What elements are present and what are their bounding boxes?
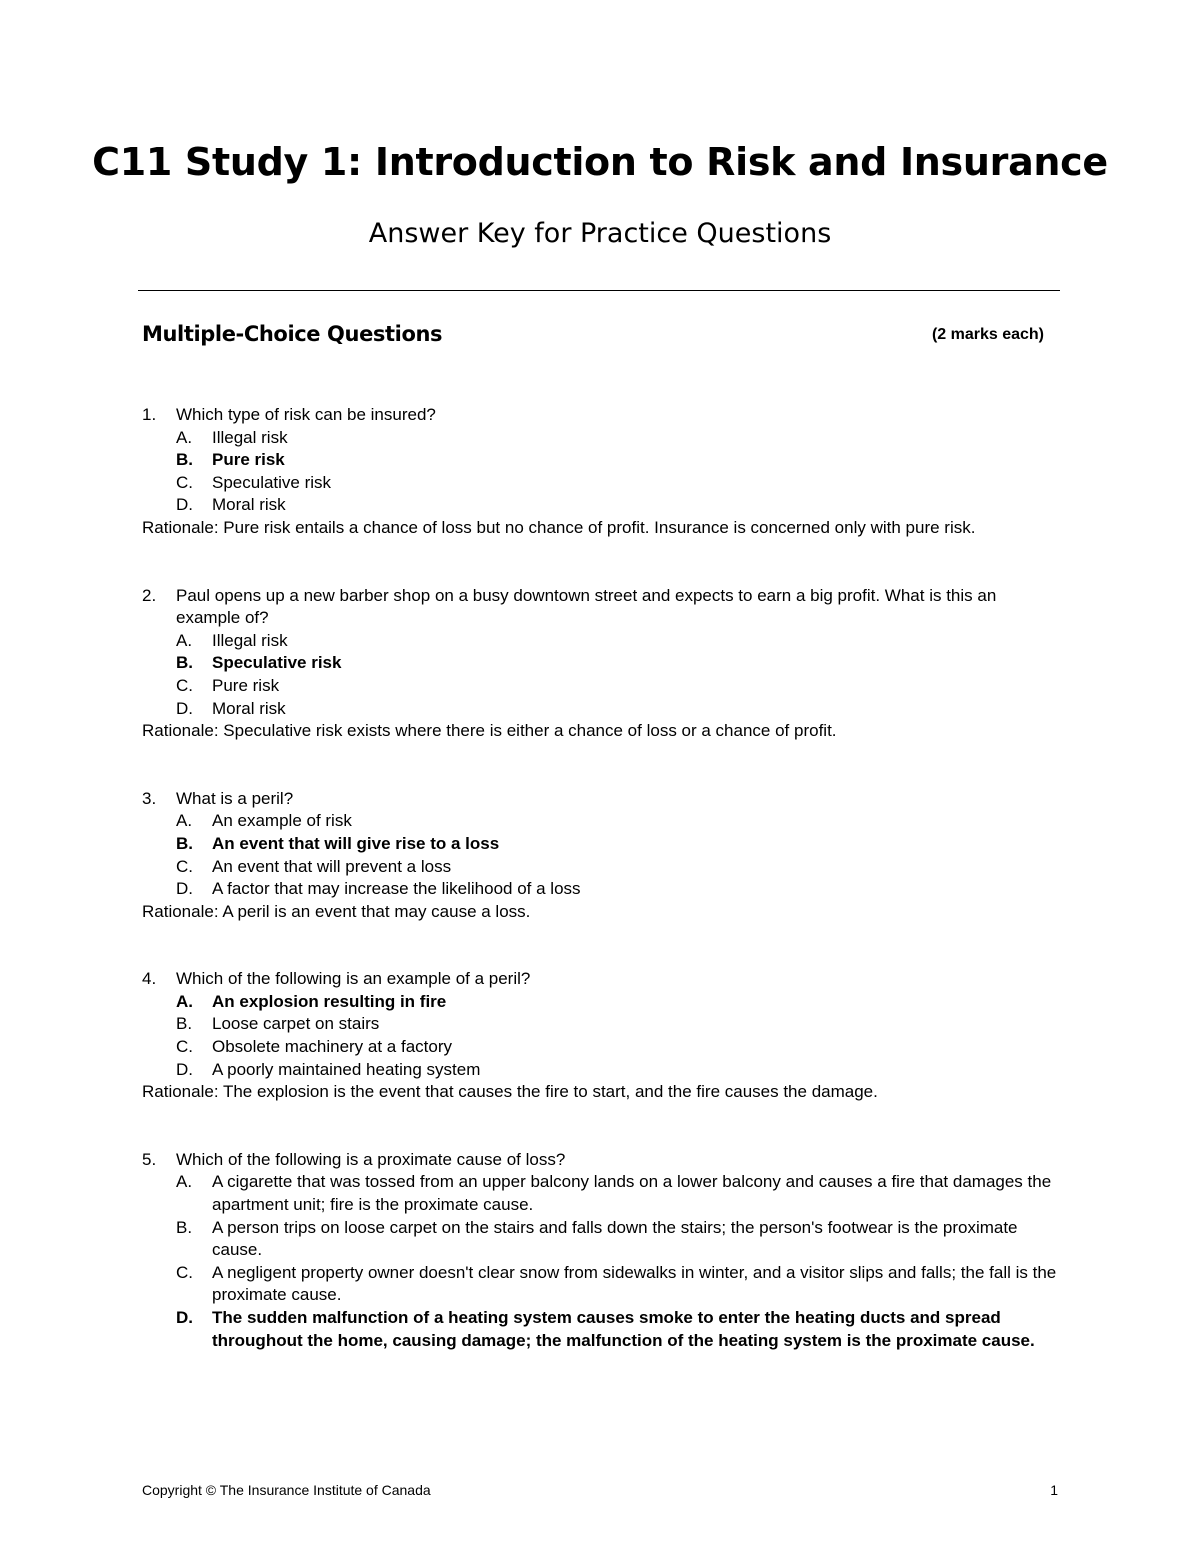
- option-a: [142, 427, 1062, 450]
- option-letter: C.: [176, 1037, 193, 1057]
- option-text: A negligent property owner doesn't clear snow from sidewalks in winter, and a visitor slips and falls; the fall is the proximate cause.: [212, 1262, 1057, 1305]
- option-letter: A.: [176, 991, 193, 1011]
- question-stem: [142, 1149, 1062, 1172]
- option-text: Speculative risk: [212, 472, 332, 492]
- option-text: Pure risk: [212, 450, 285, 470]
- question-4: [142, 968, 1062, 1104]
- question-3: [142, 788, 1062, 924]
- option-list: [142, 427, 1062, 517]
- option-text: An explosion resulting in fire: [212, 991, 447, 1011]
- title-divider: [138, 290, 1060, 291]
- question-stem: [142, 788, 1062, 811]
- question-list: [142, 404, 1062, 1352]
- section-header: [142, 322, 1044, 352]
- document-title: C11 Study 1: Introduction to Risk and Insurance: [92, 140, 1108, 184]
- option-c: [142, 1036, 1062, 1059]
- option-letter: D.: [176, 495, 193, 515]
- option-b: [142, 1217, 1062, 1262]
- option-letter: D.: [176, 698, 193, 718]
- option-text: A factor that may increase the likelihood of a loss: [212, 879, 581, 899]
- option-text: Illegal risk: [212, 427, 288, 447]
- question-spacer: [142, 923, 1062, 968]
- page-number: 1: [1050, 1482, 1058, 1498]
- question-stem: [142, 585, 1062, 630]
- option-text: An event that will prevent a loss: [212, 856, 452, 876]
- question-number: 5.: [142, 1149, 157, 1169]
- option-text: Loose carpet on stairs: [212, 1014, 380, 1034]
- option-letter: D.: [176, 879, 193, 899]
- option-list: [142, 630, 1062, 720]
- option-d: [142, 878, 1062, 901]
- question-stem: [142, 968, 1062, 991]
- rationale: Rationale: A peril is an event that may cause a loss.: [142, 901, 531, 921]
- option-letter: A.: [176, 1172, 193, 1192]
- option-b-correct: [142, 449, 1062, 472]
- option-d-correct: [142, 1307, 1062, 1352]
- rationale: Rationale: The explosion is the event that causes the fire to start, and the fire causes the damage.: [142, 1082, 878, 1102]
- question-text: What is a peril?: [176, 788, 294, 808]
- option-d: [142, 1059, 1062, 1082]
- option-letter: B.: [176, 1014, 193, 1034]
- rationale: Rationale: Pure risk entails a chance of loss but no chance of profit. Insurance is concerned only with pure risk.: [142, 517, 976, 537]
- question-1: [142, 404, 1062, 540]
- option-letter: B.: [176, 833, 193, 853]
- question-spacer: [142, 540, 1062, 585]
- option-letter: C.: [176, 1262, 193, 1282]
- option-letter: C.: [176, 856, 193, 876]
- option-c: [142, 856, 1062, 879]
- option-b-correct: [142, 652, 1062, 675]
- option-text: Pure risk: [212, 675, 280, 695]
- rationale: Rationale: Speculative risk exists where there is either a chance of loss or a chance of profit.: [142, 721, 837, 741]
- option-list: [142, 810, 1062, 900]
- option-letter: B.: [176, 1217, 193, 1237]
- question-5: [142, 1149, 1062, 1352]
- question-spacer: [142, 1104, 1062, 1149]
- option-text: An event that will give rise to a loss: [212, 833, 500, 853]
- question-text: Paul opens up a new barber shop on a busy downtown street and expects to earn a big profit. What is this an example of?: [176, 585, 997, 628]
- option-list: [142, 1171, 1062, 1352]
- option-text: Illegal risk: [212, 630, 288, 650]
- option-c: [142, 675, 1062, 698]
- question-text: Which of the following is a proximate cause of loss?: [176, 1149, 566, 1169]
- option-text: A cigarette that was tossed from an upper balcony lands on a lower balcony and causes a fire that damages the apartment unit; fire is the proximate cause.: [212, 1172, 1052, 1215]
- option-list: [142, 991, 1062, 1081]
- question-number: 2.: [142, 585, 157, 605]
- option-text: The sudden malfunction of a heating system causes smoke to enter the heating ducts and spread throughout the home, causing damage; the malfunction of the heating system is the proximate cause.: [212, 1308, 1035, 1350]
- option-letter: A.: [176, 811, 193, 831]
- option-letter: C.: [176, 675, 193, 695]
- option-d: [142, 494, 1062, 517]
- option-letter: B.: [176, 653, 193, 673]
- question-number: 1.: [142, 405, 157, 424]
- option-a: [142, 810, 1062, 833]
- option-a-correct: [142, 991, 1062, 1014]
- option-text: Moral risk: [212, 698, 286, 718]
- option-letter: C.: [176, 472, 193, 492]
- section-title: Multiple-Choice Questions: [142, 322, 443, 346]
- option-letter: B.: [176, 450, 193, 470]
- page-footer: [142, 1482, 1058, 1502]
- question-number: 3.: [142, 788, 157, 808]
- option-letter: D.: [176, 1059, 193, 1079]
- question-spacer: [142, 743, 1062, 788]
- option-text: A person trips on loose carpet on the stairs and falls down the stairs; the person's footwear is the proximate cause.: [212, 1217, 1018, 1260]
- option-letter: A.: [176, 630, 193, 650]
- question-text: Which type of risk can be insured?: [176, 405, 436, 424]
- option-c: [142, 1262, 1062, 1307]
- question-2: [142, 585, 1062, 743]
- option-b: [142, 1013, 1062, 1036]
- option-text: Obsolete machinery at a factory: [212, 1037, 453, 1057]
- question-stem: [142, 404, 1062, 427]
- question-number: 4.: [142, 969, 157, 989]
- section-marks: (2 marks each): [931, 326, 1044, 343]
- option-text: A poorly maintained heating system: [212, 1059, 481, 1079]
- option-c: [142, 472, 1062, 495]
- option-d: [142, 698, 1062, 721]
- copyright-text: Copyright © The Insurance Institute of Canada: [142, 1482, 431, 1498]
- option-text: Moral risk: [212, 495, 286, 515]
- option-letter: A.: [176, 427, 193, 447]
- option-a: [142, 630, 1062, 653]
- option-text: Speculative risk: [212, 653, 342, 673]
- option-text: An example of risk: [212, 811, 352, 831]
- question-text: Which of the following is an example of a peril?: [176, 969, 531, 989]
- option-a: [142, 1171, 1062, 1216]
- document-subtitle: Answer Key for Practice Questions: [368, 218, 832, 249]
- option-b-correct: [142, 833, 1062, 856]
- option-letter: D.: [176, 1308, 193, 1327]
